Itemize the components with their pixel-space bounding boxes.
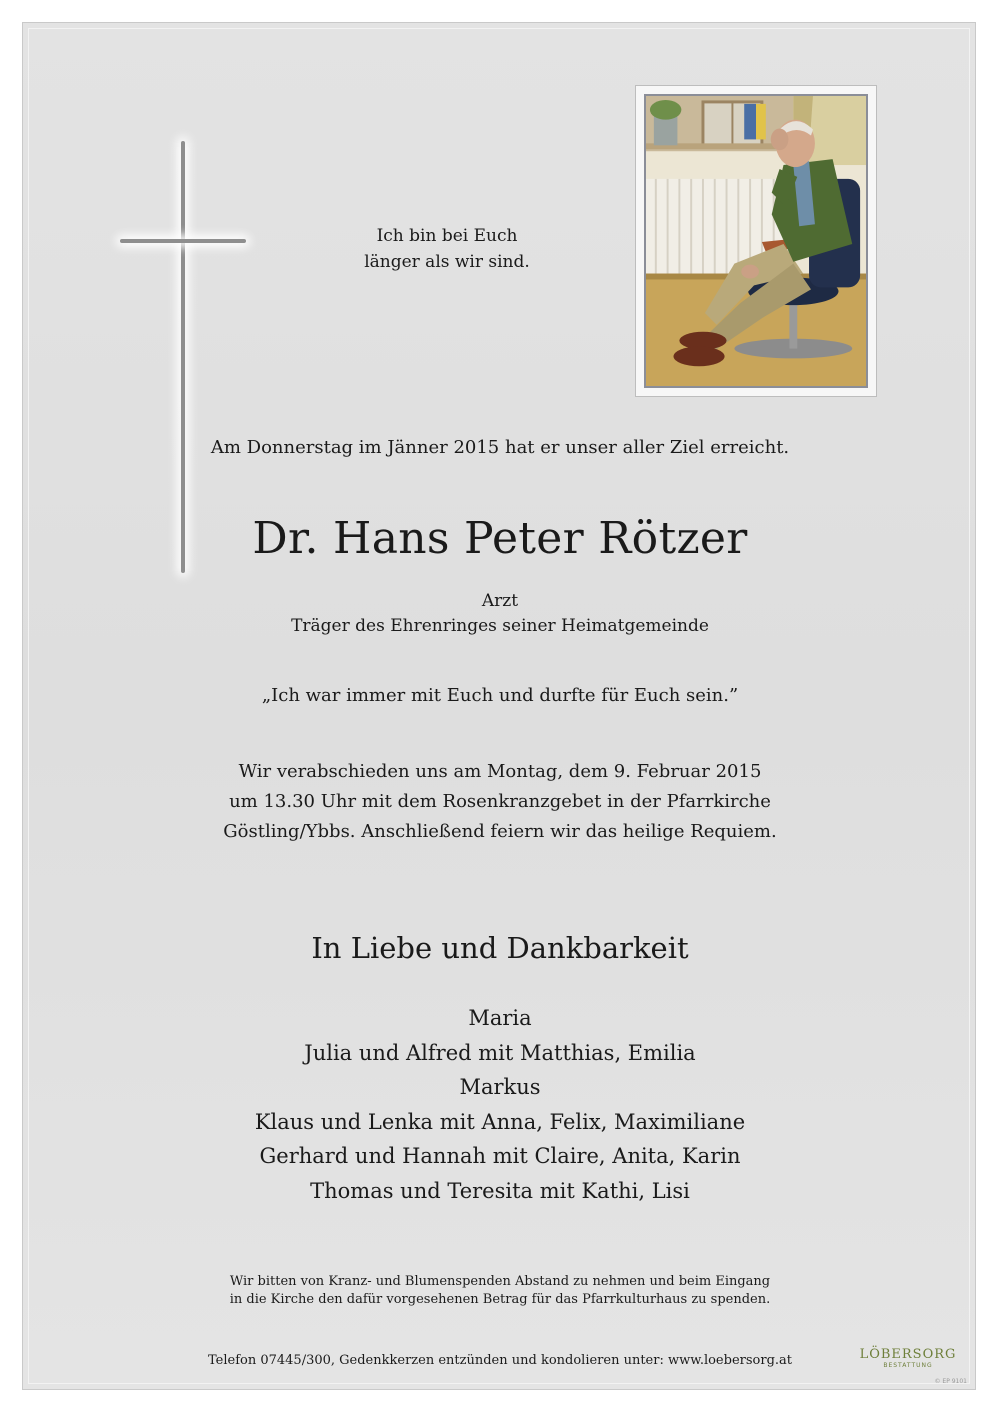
motto: [341, 223, 553, 275]
closing-heading: In Liebe und Dankbarkeit: [311, 931, 689, 965]
portrait-frame: [635, 85, 877, 397]
note-line: Wir bitten von Kranz- und Blumenspenden Abstand zu nehmen und beim Eingang: [229, 1274, 771, 1289]
death-announcement: Am Donnerstag im Jänner 2015 hat er unser aller Ziel erreicht.: [210, 437, 790, 458]
family-line: Markus: [459, 1075, 541, 1099]
profession: Arzt: [481, 591, 519, 611]
parte-card: [22, 22, 976, 1390]
logo-main: LÖBERSORG: [859, 1347, 957, 1362]
print-code: © EP 9101: [934, 1378, 967, 1385]
cross-horizontal-bar: [120, 239, 246, 243]
family-list: [23, 1001, 977, 1208]
portrait-photo: [644, 94, 868, 388]
deceased-titles: [23, 589, 977, 639]
service-line: Wir verabschieden uns am Montag, dem 9. Februar 2015: [238, 761, 762, 782]
quote: „Ich war immer mit Euch und durfte für Euch sein.”: [261, 685, 739, 706]
motto-line: länger als wir sind.: [364, 252, 530, 272]
service-line: Göstling/Ybbs. Anschließend feiern wir das heilige Requiem.: [223, 821, 777, 842]
deceased-name: Dr. Hans Peter Rötzer: [252, 513, 748, 564]
family-line: Klaus und Lenka mit Anna, Felix, Maximiliane: [254, 1109, 746, 1134]
family-line: Maria: [468, 1006, 532, 1030]
contact-line: Telefon 07445/300, Gedenkkerzen entzünden und kondolieren unter: www.loebersorg.at: [208, 1353, 792, 1368]
family-line: Thomas und Teresita mit Kathi, Lisi: [310, 1178, 690, 1203]
family-line: Julia und Alfred mit Matthias, Emilia: [304, 1040, 696, 1065]
service-details: [23, 757, 977, 847]
donation-note: [23, 1273, 977, 1309]
cross-vertical-bar: [181, 141, 185, 573]
motto-line: Ich bin bei Euch: [376, 226, 518, 246]
family-line: Gerhard und Hannah mit Claire, Anita, Karin: [259, 1144, 741, 1168]
funeral-home-logo: [853, 1347, 963, 1369]
note-line: in die Kirche den dafür vorgesehenen Betrag für das Pfarrkulturhaus zu spenden.: [229, 1292, 771, 1307]
honor: Träger des Ehrenringes seiner Heimatgemeinde: [291, 616, 709, 636]
logo-sub: BESTATTUNG: [883, 1362, 933, 1369]
service-line: um 13.30 Uhr mit dem Rosenkranzgebet in der Pfarrkirche: [229, 791, 771, 812]
